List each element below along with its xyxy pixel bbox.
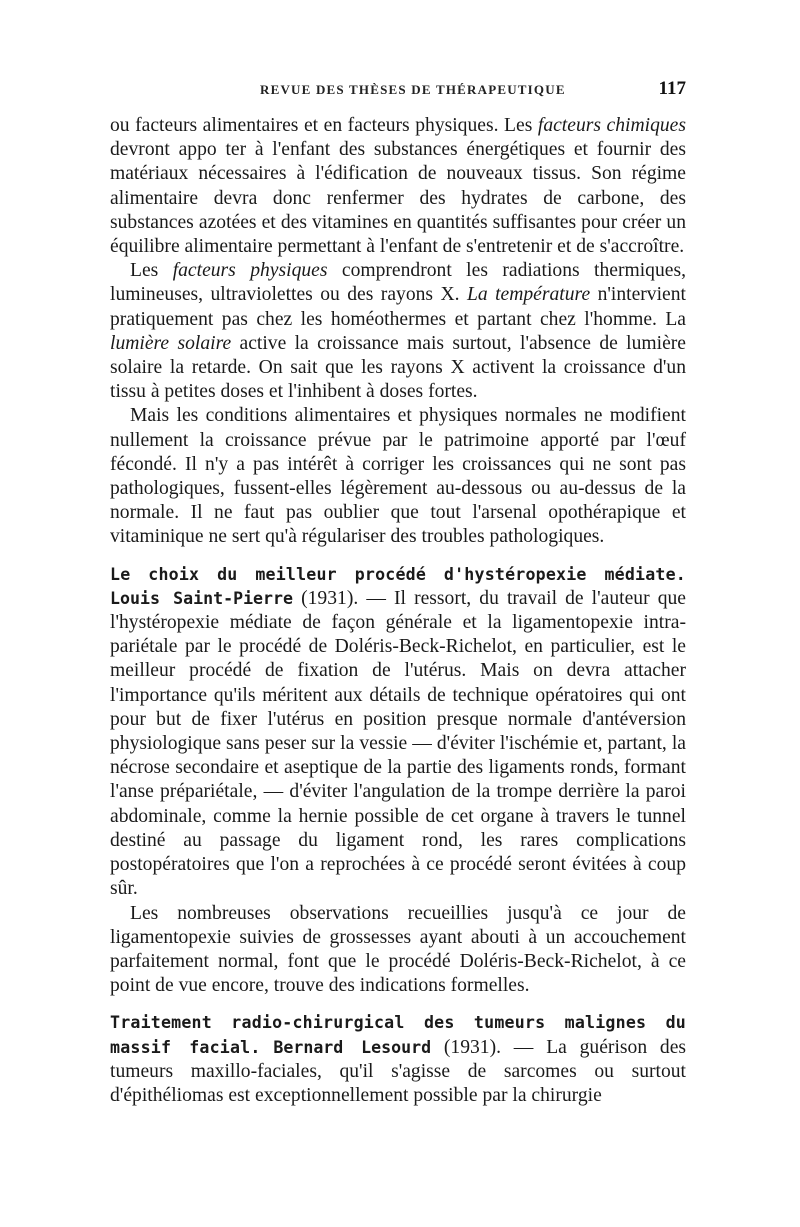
article-author: Louis Saint-Pierre [110, 588, 294, 608]
text-run: devront appo ter à l'enfant des substances énergétiques et fournir des matériaux nécessaires à l'édification de nouveaux tissus. Son régime alimentaire devra donc renfermer des hydrates de carbone, des substances azotées et des vitamines en quantités suffisantes pour créer un équilibre alimentaire permettant à l'enfant de s'entretenir et de s'accroître. [110, 139, 686, 258]
article-traitement-radio-chirurgical [110, 1011, 686, 1108]
text-run: active la croissance mais surtout, l'absence de lumière solaire la retarde. On sait que les rayons X activent la croissance d'un tissu à petites doses et l'inhibent à doses fortes. [110, 332, 686, 403]
running-header [110, 78, 686, 102]
paragraph-facteurs-physiques [110, 259, 686, 404]
article-text: (1931). — La guérison des tumeurs maxillo-faciales, qu'il s'agisse de sarcomes ou surtout d'épithéliomas est exceptionnellement possible par la chirurgie [110, 1036, 687, 1106]
page-number: 117 [658, 78, 686, 99]
article-title: Le choix du meilleur procédé d'hystéropexie médiate. [110, 564, 686, 584]
text-run: ou facteurs alimentaires et en facteurs physiques. Les [110, 115, 538, 136]
italic-term: facteurs physiques [172, 260, 328, 282]
text-run: n'intervient pratiquement pas chez les homéothermes et partant chez l'homme. La [110, 284, 686, 330]
article-hysteropexie [110, 563, 686, 902]
italic-term: lumière solaire [110, 332, 232, 354]
paragraph-conditions-normales: Mais les conditions alimentaires et physiques normales ne modifient nullement la croissance prévue par le patrimoine apporté par l'œuf fécondé. Il n'y a pas intérêt à corriger les croissances qui ne sont pas pathologiques, fussent-elles légèrement au-dessous ou au-dessus de la normale. Il ne faut pas oublier que tout l'arsenal opothérapique et vitaminique ne sert qu'à régulariser des troubles pathologiques. [110, 405, 686, 548]
paragraph-ligamentopexie: Les nombreuses observations recueillies jusqu'à ce jour de ligamentopexie suivies de grossesses ayant abouti à un accouchement parfaitement normal, font que le procédé Doléris-Beck-Richelot, à ce point de vue encore, trouve des indications formelles. [110, 902, 686, 997]
running-title: REVUE DES THÈSES DE THÉRAPEUTIQUE [260, 82, 566, 97]
article-title: Traitement radio-chirurgical des tumeurs malignes du massif facial. [110, 1013, 686, 1057]
article-text: (1931). — Il ressort, du travail de l'auteur que l'hystéropexie médiate de façon générale et la ligamentopexie intra-pariétale par le procédé de Doléris-Beck-Richelot, en particulier, est le meilleur procédé de fixation de l'utérus. Mais on devra attacher l'importance qu'ils méritent aux détails de technique opératoires qui ont pour but de fixer l'utérus en position presque normale d'antéversion physiologique sans peser sur la vessie — d'éviter l'ischémie et, partant, la nécrose secondaire et aseptique de la partie des ligaments ronds, formant l'anse prépariétale, — d'éviter l'angulation de la trompe derrière la paroi abdominale, comme la hernie possible de cet organe à travers le tunnel destiné au passage du ligament rond, les rares complications postopératoires que l'on a reprochées à ce procédé seront évitées à coup sûr. [110, 587, 686, 900]
journal-page [110, 78, 686, 1108]
italic-term: La température [466, 284, 591, 306]
article-author: Bernard Lesourd [273, 1037, 432, 1057]
paragraph-facteurs-chimiques [110, 114, 686, 259]
text-run: Les [130, 260, 173, 282]
italic-term: facteurs chimiques [537, 115, 686, 136]
text-run: comprendront les radiations thermiques, lumineuses, ultraviolettes ou des rayons X. [110, 260, 686, 306]
